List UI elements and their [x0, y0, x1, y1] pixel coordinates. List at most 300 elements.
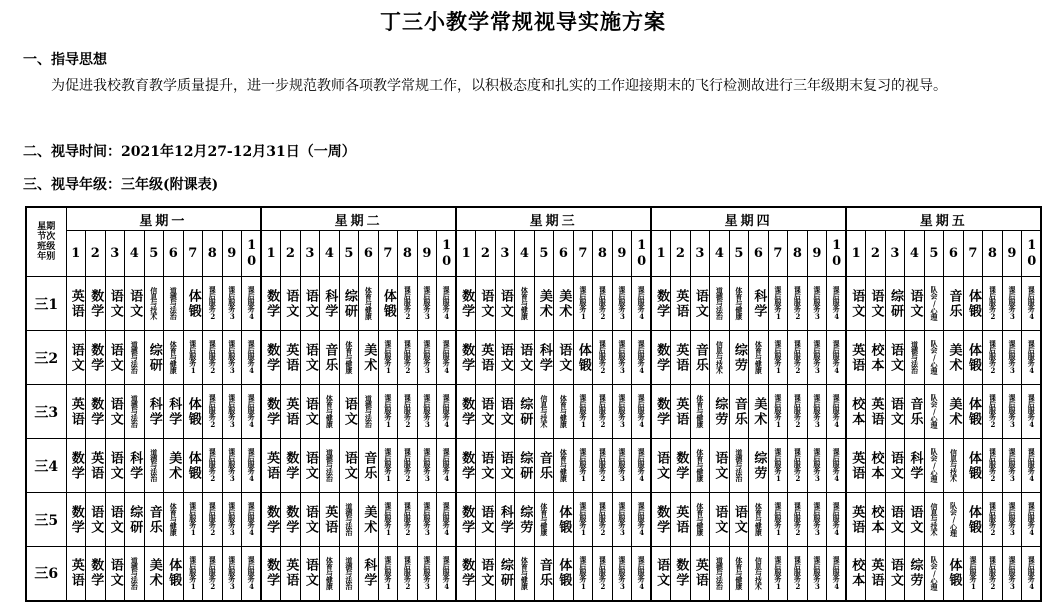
- lesson-subject: 道德与法治: [169, 287, 179, 320]
- lesson-subject: 道德与法治: [364, 395, 374, 428]
- lesson-cell: [534, 493, 554, 547]
- lesson-cell: [281, 331, 301, 385]
- lesson-subject: 体锻: [185, 396, 201, 427]
- lesson-subject: 体锻: [965, 396, 981, 427]
- lesson-subject: 语文: [302, 288, 318, 319]
- lesson-subject: 课后服务2: [988, 448, 998, 483]
- lesson-cell: [105, 331, 125, 385]
- lesson-subject: 课后服务2: [598, 556, 608, 591]
- lesson-subject: 课后服务3: [812, 286, 822, 321]
- lesson-subject: 体育与健康: [169, 341, 179, 374]
- lesson-subject: 课后服务1: [578, 448, 588, 483]
- lesson-subject: 课后服务2: [793, 556, 803, 591]
- lesson-cell: [710, 331, 730, 385]
- lesson-subject: 课后服务3: [617, 556, 627, 591]
- lesson-cell: [125, 547, 145, 601]
- day-header: 星期五: [846, 207, 1041, 231]
- class-row: [26, 277, 1041, 331]
- lesson-subject: 英语: [692, 558, 708, 589]
- period-header: 6: [164, 231, 184, 277]
- lesson-cell: [417, 439, 437, 493]
- lesson-cell: [1002, 277, 1022, 331]
- lesson-subject: 课后服务4: [637, 394, 647, 429]
- corner-label: 节次: [37, 232, 56, 242]
- lesson-cell: [437, 331, 457, 385]
- lesson-subject: 综研: [146, 342, 162, 373]
- lesson-cell: [242, 385, 262, 439]
- lesson-cell: [261, 331, 281, 385]
- lesson-subject: 课后服务2: [988, 556, 998, 591]
- lesson-subject: 队会/心理: [949, 502, 959, 537]
- lesson-subject: 课后服务2: [793, 286, 803, 321]
- lesson-cell: [885, 385, 905, 439]
- lesson-subject: 语文: [887, 504, 903, 535]
- lesson-subject: 英语: [68, 396, 84, 427]
- lesson-cell: [125, 277, 145, 331]
- corner-label: 星期: [37, 222, 56, 232]
- lesson-cell: [593, 331, 613, 385]
- lesson-cell: [417, 331, 437, 385]
- lesson-subject: 英语: [868, 558, 884, 589]
- lesson-cell: [827, 493, 847, 547]
- document-title: 丁三小教学常规视导实施方案: [380, 9, 666, 34]
- lesson-cell: [690, 547, 710, 601]
- lesson-subject: 英语: [868, 396, 884, 427]
- lesson-cell: [729, 547, 749, 601]
- lesson-subject: 课后服务2: [208, 394, 218, 429]
- lesson-cell: [983, 277, 1003, 331]
- lesson-cell: [515, 493, 535, 547]
- lesson-subject: 英语: [673, 504, 689, 535]
- lesson-cell: [749, 277, 769, 331]
- lesson-cell: [554, 547, 574, 601]
- lesson-cell: [66, 493, 86, 547]
- lesson-cell: [788, 547, 808, 601]
- lesson-cell: [320, 439, 340, 493]
- lesson-cell: [671, 493, 691, 547]
- lesson-subject: 语文: [868, 288, 884, 319]
- lesson-cell: [924, 547, 944, 601]
- lesson-subject: 语文: [556, 342, 572, 373]
- lesson-cell: [339, 493, 359, 547]
- lesson-subject: 课后服务4: [247, 286, 257, 321]
- period-header: 6: [944, 231, 964, 277]
- lesson-cell: [963, 331, 983, 385]
- lesson-subject: 语文: [107, 558, 123, 589]
- lesson-cell: [788, 331, 808, 385]
- lesson-subject: 课后服务3: [617, 394, 627, 429]
- lesson-subject: 课后服务3: [812, 556, 822, 591]
- lesson-subject: 课后服务3: [812, 340, 822, 375]
- lesson-subject: 语文: [302, 450, 318, 481]
- lesson-cell: [612, 547, 632, 601]
- lesson-cell: [593, 547, 613, 601]
- lesson-cell: [125, 331, 145, 385]
- period-header: 1: [846, 231, 866, 277]
- period-header: [632, 231, 652, 277]
- lesson-cell: [885, 331, 905, 385]
- lesson-subject: 道德与法治: [325, 449, 335, 482]
- lesson-subject: 数学: [88, 342, 104, 373]
- lesson-subject: 体育与健康: [559, 449, 569, 482]
- lesson-subject: 语文: [731, 504, 747, 535]
- lesson-cell: [339, 331, 359, 385]
- section-heading-grade: 三、视导年级：三年级(附课表): [23, 177, 219, 193]
- lesson-subject: 课后服务3: [227, 448, 237, 483]
- lesson-subject: 音乐: [692, 342, 708, 373]
- lesson-subject: 数学: [264, 396, 280, 427]
- lesson-cell: [924, 439, 944, 493]
- lesson-subject: 美术: [536, 288, 552, 319]
- period-header: 8: [788, 231, 808, 277]
- lesson-subject: 课后服务3: [227, 286, 237, 321]
- lesson-cell: [1002, 493, 1022, 547]
- lesson-subject: 课后服务2: [598, 340, 608, 375]
- lesson-cell: [378, 547, 398, 601]
- lesson-cell: [554, 439, 574, 493]
- period-header: 4: [125, 231, 145, 277]
- lesson-cell: [768, 385, 788, 439]
- lesson-cell: [359, 439, 379, 493]
- lesson-subject: 语文: [283, 288, 299, 319]
- lesson-subject: 语文: [497, 396, 513, 427]
- lesson-cell: [788, 385, 808, 439]
- period-header: 7: [768, 231, 788, 277]
- lesson-cell: [671, 277, 691, 331]
- lesson-cell: [86, 277, 106, 331]
- lesson-cell: [1022, 493, 1042, 547]
- lesson-subject: 科学: [751, 288, 767, 319]
- lesson-subject: 语文: [478, 450, 494, 481]
- lesson-subject: 课后服务3: [422, 448, 432, 483]
- lesson-subject: 体锻: [946, 558, 962, 589]
- lesson-cell: [300, 493, 320, 547]
- lesson-subject: 课后服务2: [403, 502, 413, 537]
- lesson-subject: 英语: [849, 450, 865, 481]
- lesson-subject: 课后服务1: [578, 286, 588, 321]
- lesson-subject: 课后服务4: [247, 394, 257, 429]
- lesson-cell: [690, 385, 710, 439]
- lesson-cell: [651, 331, 671, 385]
- period-header: 1: [66, 231, 86, 277]
- lesson-cell: [924, 331, 944, 385]
- lesson-subject: 语文: [712, 504, 728, 535]
- lesson-cell: [300, 331, 320, 385]
- lesson-cell: [534, 331, 554, 385]
- lesson-cell: [593, 493, 613, 547]
- lesson-cell: [1022, 439, 1042, 493]
- lesson-cell: [944, 385, 964, 439]
- day-header: 星期三: [456, 207, 651, 231]
- lesson-cell: [983, 331, 1003, 385]
- lesson-subject: 课后服务4: [1027, 448, 1037, 483]
- lesson-cell: [554, 493, 574, 547]
- class-name: 三3: [26, 385, 66, 439]
- lesson-subject: 英语: [264, 450, 280, 481]
- lesson-cell: [846, 547, 866, 601]
- lesson-subject: 课后服务4: [637, 448, 647, 483]
- lesson-subject: 语文: [887, 450, 903, 481]
- lesson-subject: 课后服务3: [422, 394, 432, 429]
- timetable: [25, 206, 1042, 602]
- lesson-subject: 道德与法治: [715, 287, 725, 320]
- lesson-subject: 课后服务1: [773, 556, 783, 591]
- lesson-subject: 体育与健康: [695, 449, 705, 482]
- lesson-subject: 语文: [887, 558, 903, 589]
- lesson-cell: [417, 277, 437, 331]
- lesson-subject: 课后服务2: [208, 502, 218, 537]
- lesson-cell: [983, 385, 1003, 439]
- period-header: 3: [495, 231, 515, 277]
- lesson-cell: [144, 493, 164, 547]
- corner-label: 班级: [37, 242, 56, 252]
- lesson-cell: [242, 277, 262, 331]
- lesson-subject: 科学: [322, 288, 338, 319]
- lesson-cell: [300, 547, 320, 601]
- lesson-cell: [417, 493, 437, 547]
- lesson-cell: [144, 277, 164, 331]
- lesson-subject: 体育与健康: [559, 395, 569, 428]
- lesson-subject: 科学: [127, 450, 143, 481]
- lesson-cell: [359, 277, 379, 331]
- lesson-subject: 音乐: [146, 504, 162, 535]
- lesson-subject: 语文: [478, 396, 494, 427]
- lesson-cell: [963, 547, 983, 601]
- lesson-cell: [866, 547, 886, 601]
- lesson-cell: [281, 385, 301, 439]
- lesson-cell: [222, 385, 242, 439]
- lesson-cell: [807, 439, 827, 493]
- guiding-idea-text: 为促进我校教育教学质量提升，进一步规范教师各项教学常规工作，以积极态度和扎实的工作迎接期末的飞行检测故进行三年级期末复习的视导。: [51, 78, 947, 94]
- lesson-subject: 课后服务3: [422, 556, 432, 591]
- lesson-subject: 课后服务2: [208, 286, 218, 321]
- lesson-subject: 英语: [849, 342, 865, 373]
- lesson-cell: [866, 439, 886, 493]
- lesson-cell: [534, 547, 554, 601]
- lesson-subject: 语文: [68, 342, 84, 373]
- lesson-subject: 数学: [88, 396, 104, 427]
- lesson-subject: 信息与技术: [539, 395, 549, 428]
- lesson-subject: 体育与健康: [734, 557, 744, 590]
- lesson-subject: 体锻: [185, 288, 201, 319]
- lesson-subject: 语文: [107, 342, 123, 373]
- lesson-subject: 数学: [68, 504, 84, 535]
- lesson-cell: [183, 493, 203, 547]
- lesson-cell: [378, 277, 398, 331]
- lesson-cell: [866, 493, 886, 547]
- lesson-subject: 语文: [302, 396, 318, 427]
- lesson-cell: [807, 385, 827, 439]
- period-header: 6: [359, 231, 379, 277]
- lesson-subject: 综劳: [517, 504, 533, 535]
- period-header: 9: [612, 231, 632, 277]
- lesson-subject: 课后服务2: [988, 502, 998, 537]
- period-header: 9: [1002, 231, 1022, 277]
- lesson-subject: 课后服务2: [793, 394, 803, 429]
- lesson-subject: 体锻: [965, 288, 981, 319]
- lesson-subject: 课后服务3: [1007, 448, 1017, 483]
- lesson-cell: [807, 547, 827, 601]
- class-row: [26, 493, 1041, 547]
- period-header: 2: [671, 231, 691, 277]
- lesson-cell: [86, 385, 106, 439]
- lesson-subject: 美术: [946, 396, 962, 427]
- class-name: 三2: [26, 331, 66, 385]
- lesson-subject: 课后服务3: [1007, 556, 1017, 591]
- lesson-cell: [944, 493, 964, 547]
- lesson-cell: [788, 439, 808, 493]
- lesson-cell: [437, 277, 457, 331]
- period-header: 8: [398, 231, 418, 277]
- lesson-cell: [924, 385, 944, 439]
- lesson-subject: 数学: [654, 396, 670, 427]
- lesson-subject: 队会/心理: [929, 286, 939, 321]
- lesson-subject: 语文: [478, 504, 494, 535]
- lesson-subject: 综劳: [751, 450, 767, 481]
- lesson-cell: [885, 493, 905, 547]
- lesson-cell: [632, 277, 652, 331]
- lesson-cell: [1002, 547, 1022, 601]
- lesson-cell: [320, 277, 340, 331]
- lesson-subject: 体锻: [556, 504, 572, 535]
- lesson-cell: [729, 385, 749, 439]
- lesson-subject: 语文: [907, 288, 923, 319]
- lesson-cell: [905, 439, 925, 493]
- lesson-cell: [573, 385, 593, 439]
- lesson-subject: 英语: [673, 396, 689, 427]
- lesson-cell: [924, 493, 944, 547]
- lesson-cell: [729, 439, 749, 493]
- lesson-subject: 课后服务2: [988, 394, 998, 429]
- lesson-subject: 课后服务3: [812, 502, 822, 537]
- lesson-cell: [339, 547, 359, 601]
- lesson-subject: 道德与法治: [344, 503, 354, 536]
- lesson-cell: [515, 331, 535, 385]
- lesson-subject: 道德与法治: [734, 449, 744, 482]
- lesson-cell: [339, 439, 359, 493]
- lesson-cell: [183, 385, 203, 439]
- lesson-subject: 语文: [107, 396, 123, 427]
- lesson-subject: 课后服务2: [208, 340, 218, 375]
- lesson-subject: 体育与健康: [520, 287, 530, 320]
- day-header: 星期二: [261, 207, 456, 231]
- lesson-cell: [983, 439, 1003, 493]
- lesson-subject: 语文: [478, 558, 494, 589]
- period-header: 9: [807, 231, 827, 277]
- lesson-cell: [105, 493, 125, 547]
- lesson-cell: [788, 493, 808, 547]
- lesson-subject: 体锻: [166, 558, 182, 589]
- lesson-cell: [222, 331, 242, 385]
- lesson-cell: [183, 277, 203, 331]
- lesson-subject: 综研: [341, 288, 357, 319]
- lesson-subject: 课后服务4: [1027, 340, 1037, 375]
- lesson-cell: [476, 277, 496, 331]
- lesson-subject: 课后服务3: [617, 286, 627, 321]
- lesson-subject: 语文: [654, 450, 670, 481]
- lesson-cell: [495, 439, 515, 493]
- lesson-cell: [671, 385, 691, 439]
- lesson-cell: [203, 493, 223, 547]
- lesson-subject: 语文: [907, 504, 923, 535]
- lesson-cell: [573, 439, 593, 493]
- lesson-subject: 课后服务1: [773, 448, 783, 483]
- lesson-subject: 课后服务3: [422, 502, 432, 537]
- lesson-subject: 数学: [283, 450, 299, 481]
- lesson-subject: 课后服务2: [598, 286, 608, 321]
- lesson-cell: [281, 277, 301, 331]
- lesson-subject: 英语: [88, 450, 104, 481]
- lesson-subject: 体育与健康: [364, 287, 374, 320]
- lesson-cell: [476, 493, 496, 547]
- lesson-subject: 体锻: [965, 450, 981, 481]
- lesson-subject: 体育与健康: [734, 287, 744, 320]
- lesson-subject: 体锻: [380, 288, 396, 319]
- lesson-cell: [437, 385, 457, 439]
- lesson-subject: 体育与健康: [169, 503, 179, 536]
- lesson-cell: [359, 547, 379, 601]
- period-header: 5: [534, 231, 554, 277]
- lesson-cell: [651, 385, 671, 439]
- lesson-cell: [924, 277, 944, 331]
- lesson-subject: 数学: [673, 558, 689, 589]
- period-header: 8: [983, 231, 1003, 277]
- lesson-cell: [456, 439, 476, 493]
- lesson-cell: [866, 331, 886, 385]
- lesson-subject: 课后服务3: [1007, 394, 1017, 429]
- lesson-subject: 数学: [459, 558, 475, 589]
- lesson-subject: 课后服务2: [208, 448, 218, 483]
- lesson-subject: 英语: [478, 342, 494, 373]
- lesson-cell: [86, 439, 106, 493]
- lesson-cell: [983, 493, 1003, 547]
- lesson-subject: 音乐: [536, 450, 552, 481]
- lesson-subject: 课后服务4: [832, 394, 842, 429]
- lesson-cell: [105, 277, 125, 331]
- lesson-subject: 语文: [712, 450, 728, 481]
- lesson-cell: [534, 277, 554, 331]
- lesson-subject: 课后服务2: [988, 340, 998, 375]
- lesson-subject: 语文: [341, 450, 357, 481]
- lesson-cell: [261, 547, 281, 601]
- lesson-subject: 体育与健康: [695, 503, 705, 536]
- lesson-subject: 课后服务3: [1007, 286, 1017, 321]
- lesson-subject: 课后服务3: [422, 286, 432, 321]
- period-header: 7: [573, 231, 593, 277]
- lesson-cell: [476, 439, 496, 493]
- lesson-subject: 课后服务3: [422, 340, 432, 375]
- lesson-cell: [105, 547, 125, 601]
- lesson-subject: 语文: [654, 558, 670, 589]
- lesson-cell: [827, 439, 847, 493]
- lesson-subject: 语文: [517, 342, 533, 373]
- lesson-subject: 课后服务1: [968, 556, 978, 591]
- lesson-subject: 数学: [673, 450, 689, 481]
- lesson-subject: 课后服务3: [812, 394, 822, 429]
- lesson-subject: 语文: [341, 396, 357, 427]
- period-header: 7: [963, 231, 983, 277]
- lesson-cell: [203, 277, 223, 331]
- lesson-subject: 体育与健康: [325, 395, 335, 428]
- lesson-subject: 课后服务4: [832, 502, 842, 537]
- lesson-cell: [417, 385, 437, 439]
- lesson-cell: [456, 385, 476, 439]
- lesson-subject: 音乐: [946, 288, 962, 319]
- lesson-subject: 语文: [478, 288, 494, 319]
- lesson-subject: 英语: [283, 342, 299, 373]
- lesson-cell: [398, 547, 418, 601]
- lesson-cell: [1002, 385, 1022, 439]
